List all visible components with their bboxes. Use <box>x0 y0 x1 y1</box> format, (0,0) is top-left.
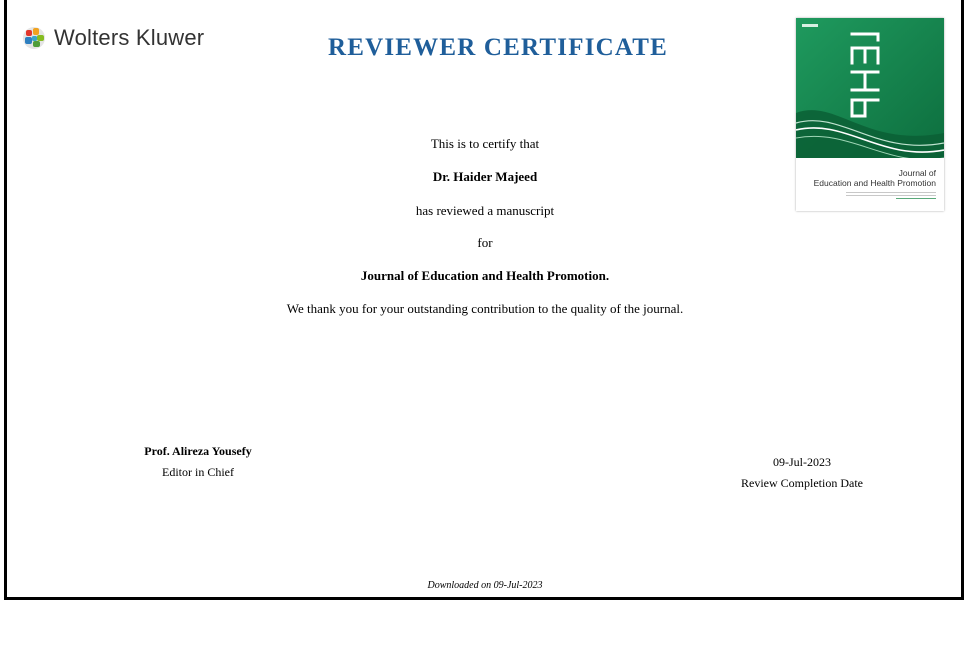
wolters-kluwer-globe-icon <box>22 26 46 50</box>
completion-label: Review Completion Date <box>741 476 863 490</box>
wolters-kluwer-logo <box>22 25 204 51</box>
for-line: for <box>477 235 493 250</box>
certificate-title: REVIEWER CERTIFICATE <box>327 34 669 61</box>
brand-name: Wolters Kluwer <box>54 25 205 50</box>
completion-block <box>722 455 882 491</box>
certify-line: This is to certify that <box>430 136 540 151</box>
cover-journal-line1: Journal of <box>898 168 936 178</box>
reviewer-name: Dr. Haider Majeed <box>432 169 538 184</box>
completion-date: 09-Jul-2023 <box>773 455 831 469</box>
downloaded-note: Downloaded on 09-Jul-2023 <box>427 580 543 591</box>
cover-journal-line2: Education and Health Promotion <box>813 178 936 188</box>
journal-name: Journal of Education and Health Promotion. <box>360 268 610 283</box>
signatory-role: Editor in Chief <box>162 465 234 479</box>
signatory-name: Prof. Alireza Yousefy <box>144 444 252 458</box>
signatory-block <box>118 444 278 480</box>
thanks-line: We thank you for your outstanding contribution to the quality of the journal. <box>286 301 684 316</box>
reviewed-line: has reviewed a manuscript <box>415 203 555 218</box>
